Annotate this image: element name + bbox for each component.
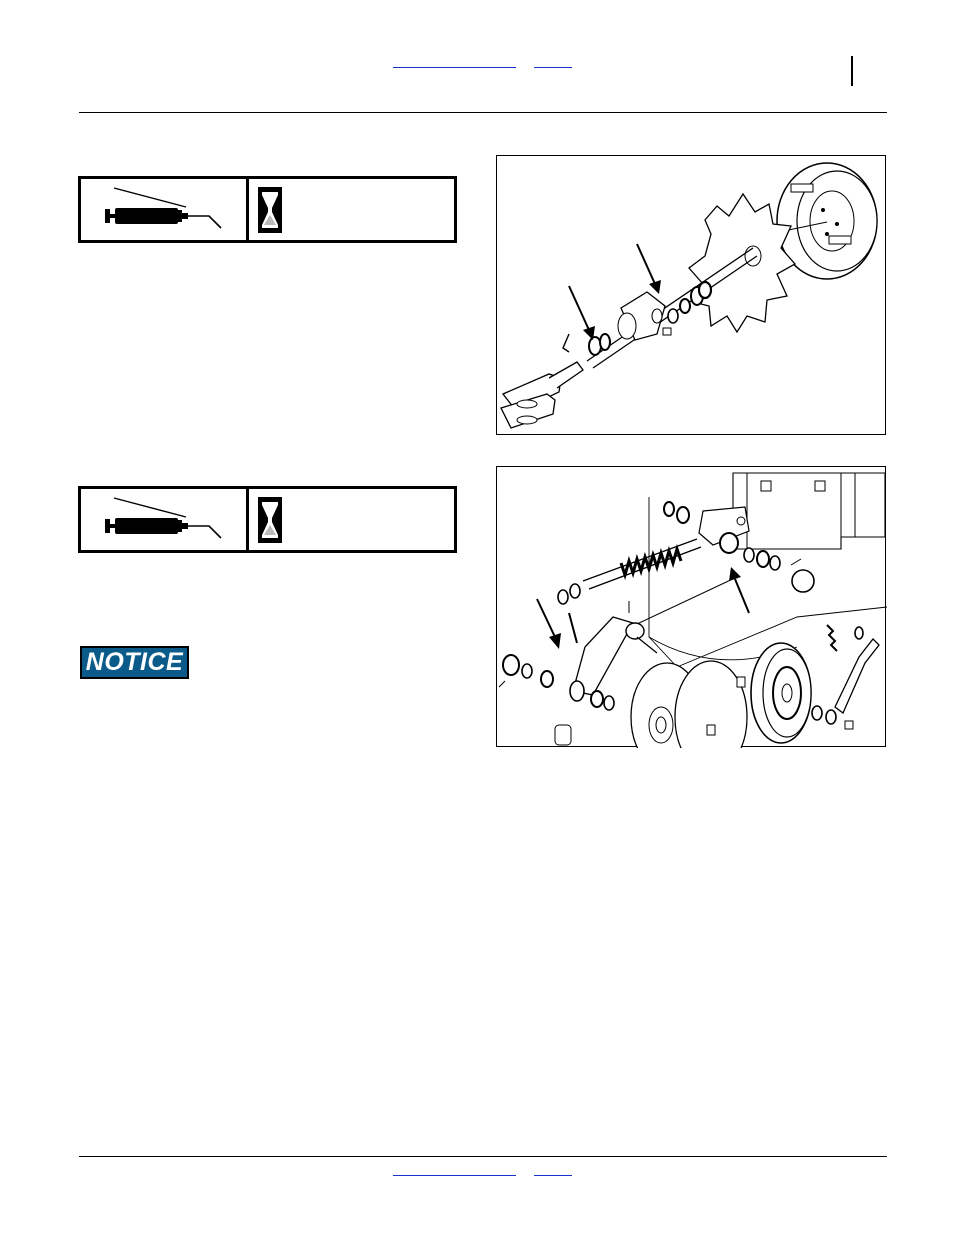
notice-badge (80, 646, 189, 679)
interval-cell (249, 489, 454, 550)
footer-link-manual[interactable] (393, 1166, 516, 1176)
interval-cell (249, 179, 454, 240)
grease-gun-cell (81, 489, 249, 550)
grease-gun-icon (81, 179, 241, 239)
hourglass-icon (249, 489, 289, 549)
header-link-page[interactable] (534, 58, 572, 68)
lubrication-box-2 (78, 486, 457, 553)
header-link-manual[interactable] (393, 58, 516, 68)
gauge-wheel-arm-exploded-view (496, 466, 886, 747)
grease-gun-icon (81, 489, 241, 549)
hourglass-icon (249, 179, 289, 239)
footer-link-page[interactable] (534, 1166, 572, 1176)
lubrication-box-1 (78, 176, 457, 243)
notice-label: NOTICE (85, 648, 184, 676)
grease-gun-cell (81, 179, 249, 240)
page-tick-mark (851, 56, 853, 86)
disc-hub-exploded-view (496, 155, 886, 435)
header-rule (79, 112, 887, 113)
footer-rule (79, 1156, 887, 1157)
